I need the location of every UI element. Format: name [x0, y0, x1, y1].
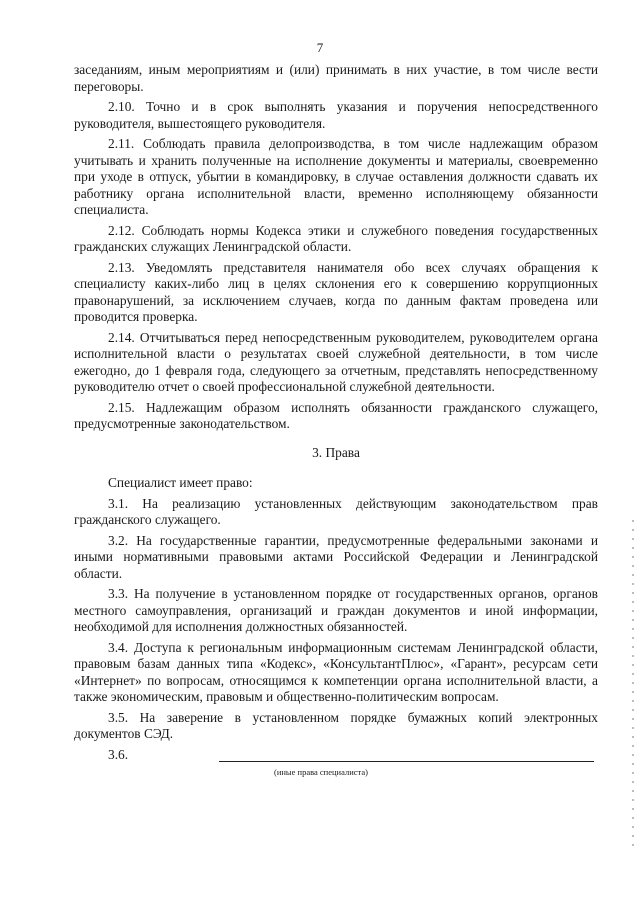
paragraph: 2.12. Соблюдать нормы Кодекса этики и служебного поведения государственных гражданских служащих Ленинградской области.: [74, 222, 598, 254]
blank-item-row: [74, 747, 598, 775]
paragraph: 3.4. Доступа к региональным информационным системам Ленинградской области, правовым базам данных типа «Кодекс», «КонсультантПлюс», «Гарант», ресурсам сети «Интернет» по вопросам, относящимся к компетенции органа исполнительной власти, а также экономическим, правовым и общественно-политическим вопросам.: [74, 639, 598, 704]
paragraph: 2.14. Отчитываться перед непосредственным руководителем, руководителем органа исполнительной власти о результатах своей служебной деятельности, в том числе ежегодно, до 1 февраля года, следующего за отчетным, представлять непосредственному руководителю отчет о своей профессиональной служебной деятельности.: [74, 329, 598, 394]
paragraph: заседаниям, иным мероприятиям и (или) принимать в них участие, в том числе вести переговоры.: [74, 62, 598, 94]
scan-edge-marks: [632, 520, 634, 850]
paragraph: 3.3. На получение в установленном порядке от государственных органов, органов местного самоуправления, организаций и граждан документов и иной информации, необходимой для исполнения должностных обязанностей.: [74, 586, 598, 634]
paragraph: Специалист имеет право:: [108, 475, 253, 490]
paragraph: 2.13. Уведомлять представителя нанимателя обо всех случаях обращения к специалисту каких-либо лиц в целях склонения его к совершению коррупционных правонарушений, за исключением случаев, когда по данным фактам проведена или проводится проверка.: [74, 259, 598, 324]
duties-section: [74, 62, 598, 433]
paragraph: 3.5. На заверение в установленном порядке бумажных копий электронных документов СЭД.: [74, 709, 598, 741]
blank-item-number: 3.6.: [108, 746, 129, 762]
section-title: 3. Права: [312, 444, 360, 460]
page-number: 7: [316, 40, 324, 55]
paragraph: 2.10. Точно и в срок выполнять указания и поручения непосредственного руководителя, вышестоящего руководителя.: [74, 99, 598, 131]
blank-item-line: [219, 761, 594, 762]
rights-section: [74, 475, 598, 743]
paragraph: 3.2. На государственные гарантии, предусмотренные федеральными законами и иными нормативными правовыми актами Российской Федерации и Ленинградской области.: [74, 532, 598, 581]
document-body: [74, 62, 598, 775]
paragraph: 2.15. Надлежащим образом исполнять обязанности гражданского служащего, предусмотренные законодательством.: [74, 399, 598, 431]
paragraph: 3.1. На реализацию установленных действующим законодательством прав гражданского служащего.: [74, 495, 598, 527]
paragraph: 2.11. Соблюдать правила делопроизводства, в том числе надлежащим образом учитывать и хранить полученные на исполнение документы и материалы, своевременно при уходе в отпуск, убытии в командировку, в случае оставления должности сдавать их работнику органа исполнительной власти, временно исполняющему обязанности специалиста.: [74, 136, 598, 217]
blank-item-caption: (иные права специалиста): [274, 766, 368, 777]
